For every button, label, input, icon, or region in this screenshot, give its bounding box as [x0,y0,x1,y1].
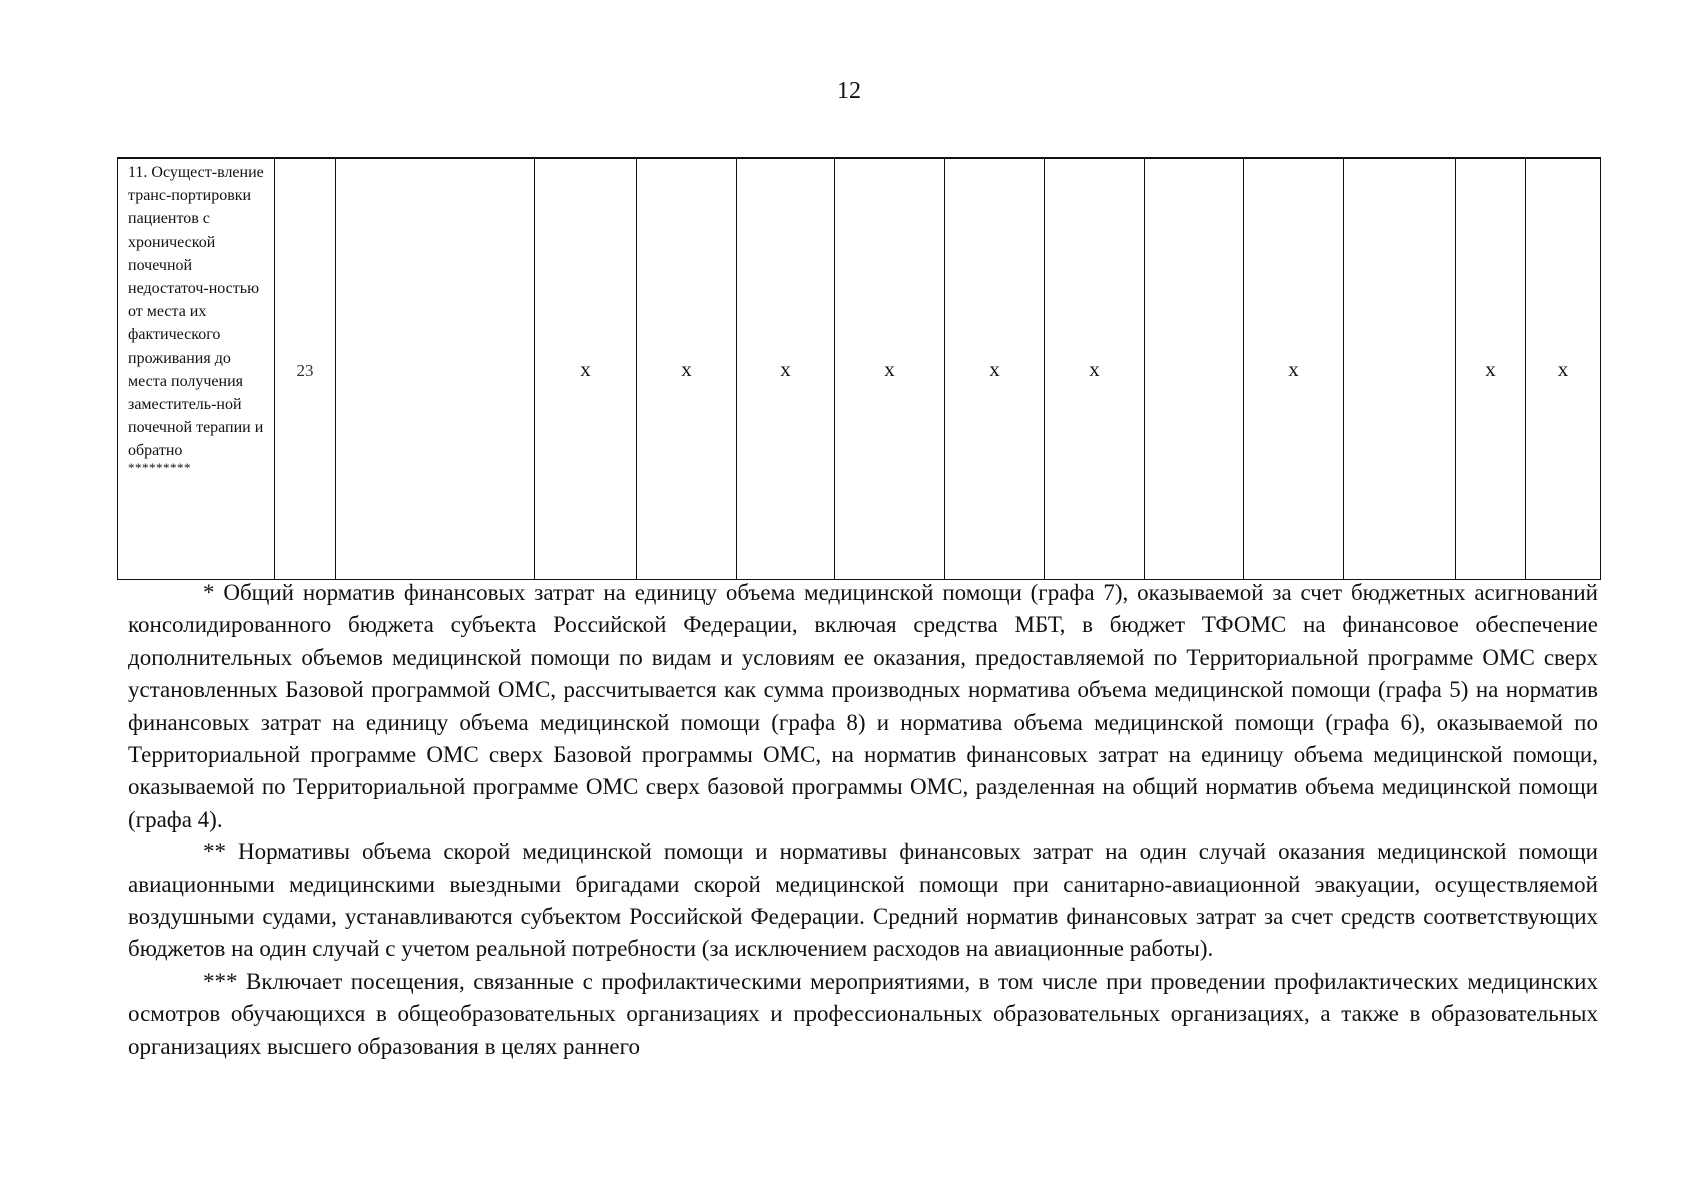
table-cell: х [945,158,1045,580]
table-cell: х [535,158,637,580]
page-number: 12 [837,78,861,104]
row-label-stars: ********* [128,459,191,475]
table-cell: х [1456,158,1526,580]
table-cell: х [737,158,835,580]
data-table [117,157,1601,580]
table-cell [1344,158,1456,580]
row-label-text: 11. Осущест-вление транс-портировки пациентов с хронической почечной недостаточ-ностью от места их фактического проживания до места получения заместитель-ной почечной терапии и обратно [128,164,264,460]
table-cell: х [1244,158,1344,580]
table-cell [336,158,535,580]
table-cell: х [1045,158,1145,580]
table-cell: х [1526,158,1601,580]
row-number: 23 [296,360,314,380]
footnote-2: ** Нормативы объема скорой медицинской помощи и нормативы финансовых затрат на один случай оказания медицинской помощи авиационными медицинскими выездными бригадами скорой медицинской помощи при санитарно-авиационной эвакуации, осуществляемой воздушными судами, устанавливаются субъектом Российской Федерации. Средний норматив финансовых затрат за счет средств соответствующих бюджетов на один случай с учетом реальной потребности (за исключением расходов на авиационные работы). [128,839,1598,962]
row-number-cell [275,158,336,580]
table-cell [1145,158,1244,580]
row-label-cell [118,158,275,580]
table-cell: х [835,158,945,580]
table-row [118,158,1601,580]
footnote-3: *** Включает посещения, связанные с профилактическими мероприятиями, в том числе при проведении профилактических медицинских осмотров обучающихся в общеобразовательных организациях и профессиональных образовательных организациях, а также в образовательных организациях высшего образования в целях раннего [128,968,1598,1059]
table-cell: х [637,158,737,580]
footnote-1: * Общий норматив финансовых затрат на единицу объема медицинской помощи (графа 7), оказываемой за счет бюджетных асигнований консолидированного бюджета субъекта Российской Федерации, включая средства МБТ, в бюджет ТФОМС на финансовое обеспечение дополнительных объемов медицинской помощи по видам и условиям ее оказания, предоставляемой по Территориальной программе ОМС сверх установленных Базовой программой ОМС, рассчитывается как сумма производных норматива объема медицинской помощи (графа 5) на норматив финансовых затрат на единицу объема медицинской помощи (графа 8) и норматива объема медицинской помощи (графа 6), оказываемой по Территориальной программе ОМС сверх Базовой программы ОМС, на норматив финансовых затрат на единицу объема медицинской помощи, оказываемой по Территориальной программе ОМС сверх базовой программы ОМС, разделенная на общий норматив объема медицинской помощи (графа 4). [128,580,1598,832]
footnotes [128,577,1598,1063]
